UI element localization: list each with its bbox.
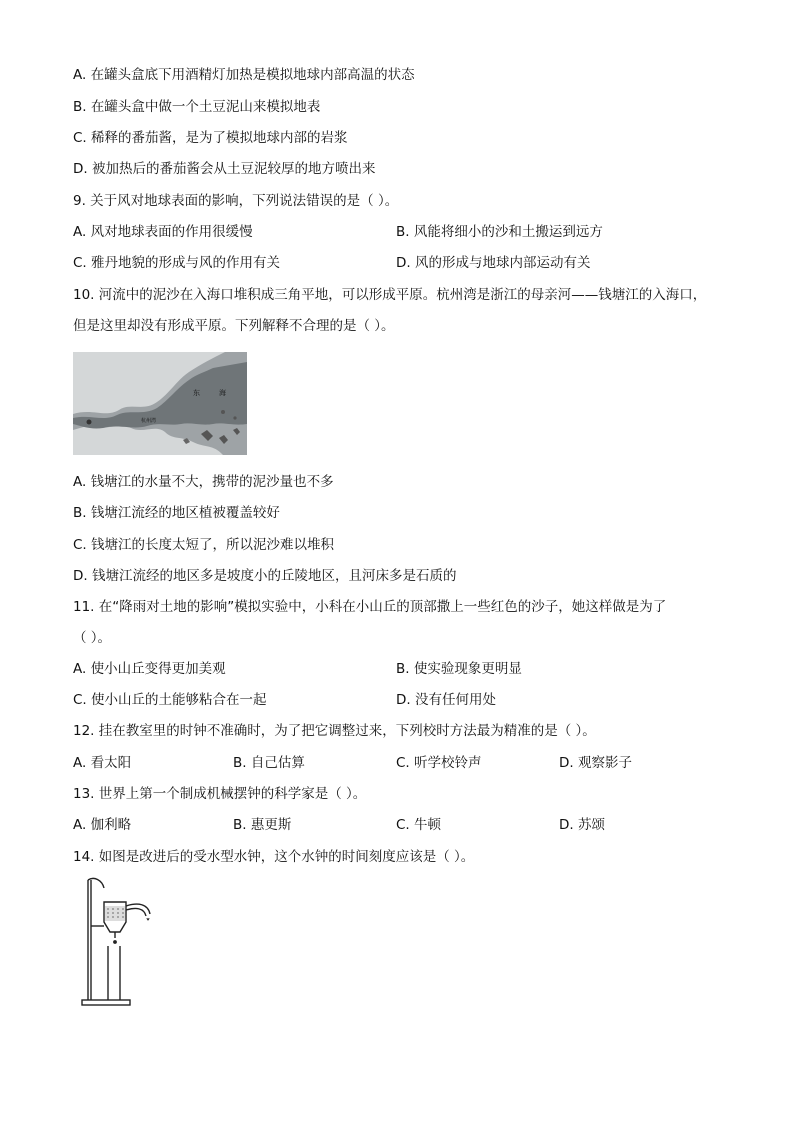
q11-option-c: C. 使小山丘的土能够粘合在一起 bbox=[73, 692, 267, 708]
q11-options-row-1 bbox=[73, 660, 733, 678]
q9-options-row-2 bbox=[73, 254, 733, 272]
q10-option-a: A. 钱塘江的水量不大，携带的泥沙量也不多 bbox=[73, 474, 334, 490]
q13-stem: 13. 世界上第一个制成机械摆钟的科学家是（ ）。 bbox=[73, 786, 367, 802]
map-label-dong: 东 bbox=[193, 389, 200, 397]
map-label-hai: 海 bbox=[219, 389, 226, 397]
water-clock-diagram bbox=[78, 876, 160, 1010]
q11-option-a: A. 使小山丘变得更加美观 bbox=[73, 661, 226, 677]
q8-option-c: C. 稀释的番茄酱，是为了模拟地球内部的岩浆 bbox=[73, 130, 348, 146]
q12-option-d: D. 观察影子 bbox=[559, 755, 632, 771]
q9-option-b: B. 风能将细小的沙和土搬运到远方 bbox=[396, 224, 603, 240]
q12-option-a: A. 看太阳 bbox=[73, 755, 132, 771]
q11-stem-line-1: 11. 在“降雨对土地的影响”模拟实验中，小科在小山丘的顶部撒上一些红色的沙子，她这样做是为了 bbox=[73, 599, 667, 615]
q10-option-d: D. 钱塘江流经的地区多是坡度小的丘陵地区，且河床多是石质的 bbox=[73, 568, 457, 584]
q10-stem-line-2: 但是这里却没有形成平原。下列解释不合理的是（ ）。 bbox=[73, 318, 395, 334]
q13-option-d: D. 苏颂 bbox=[559, 817, 605, 833]
q9-stem: 9. 关于风对地球表面的影响，下列说法错误的是（ ）。 bbox=[73, 193, 399, 209]
q9-option-c: C. 雅丹地貌的形成与风的作用有关 bbox=[73, 255, 281, 271]
q12-option-c: C. 听学校铃声 bbox=[396, 755, 482, 771]
q12-stem: 12. 挂在教室里的时钟不准确时，为了把它调整过来，下列校时方法最为精准的是（ ）。 bbox=[73, 723, 596, 739]
q8-option-d: D. 被加热后的番茄酱会从土豆泥较厚的地方喷出来 bbox=[73, 161, 376, 177]
q12-option-b: B. 自己估算 bbox=[233, 755, 305, 771]
q11-option-b: B. 使实验现象更明显 bbox=[396, 661, 522, 677]
q8-option-a: A. 在罐头盒底下用酒精灯加热是模拟地球内部高温的状态 bbox=[73, 67, 415, 83]
q12-options-row bbox=[73, 754, 733, 772]
q14-stem: 14. 如图是改进后的受水型水钟，这个水钟的时间刻度应该是（ ）。 bbox=[73, 849, 475, 865]
q9-option-d: D. 风的形成与地球内部运动有关 bbox=[396, 255, 591, 271]
map-label-hangzhou-bay: 杭州湾 bbox=[141, 418, 157, 424]
q10-option-b: B. 钱塘江流经的地区植被覆盖较好 bbox=[73, 505, 280, 521]
q11-stem-line-2: （ ）。 bbox=[73, 630, 112, 646]
q10-option-c: C. 钱塘江的长度太短了，所以泥沙难以堆积 bbox=[73, 537, 335, 553]
q9-option-a: A. 风对地球表面的作用很缓慢 bbox=[73, 224, 253, 240]
q13-option-b: B. 惠更斯 bbox=[233, 817, 292, 833]
q13-option-c: C. 牛顿 bbox=[396, 817, 442, 833]
q11-options-row-2 bbox=[73, 691, 733, 709]
q9-options-row-1 bbox=[73, 223, 733, 241]
q13-options-row bbox=[73, 816, 733, 834]
q10-stem-line-1: 10. 河流中的泥沙在入海口堆积成三角平地，可以形成平原。杭州湾是浙江的母亲河——钱塘江的入海口， bbox=[73, 287, 707, 303]
hangzhou-bay-map bbox=[73, 352, 247, 455]
q11-option-d: D. 没有任何用处 bbox=[396, 692, 496, 708]
q13-option-a: A. 伽利略 bbox=[73, 817, 132, 833]
q8-option-b: B. 在罐头盒中做一个土豆泥山来模拟地表 bbox=[73, 99, 321, 115]
